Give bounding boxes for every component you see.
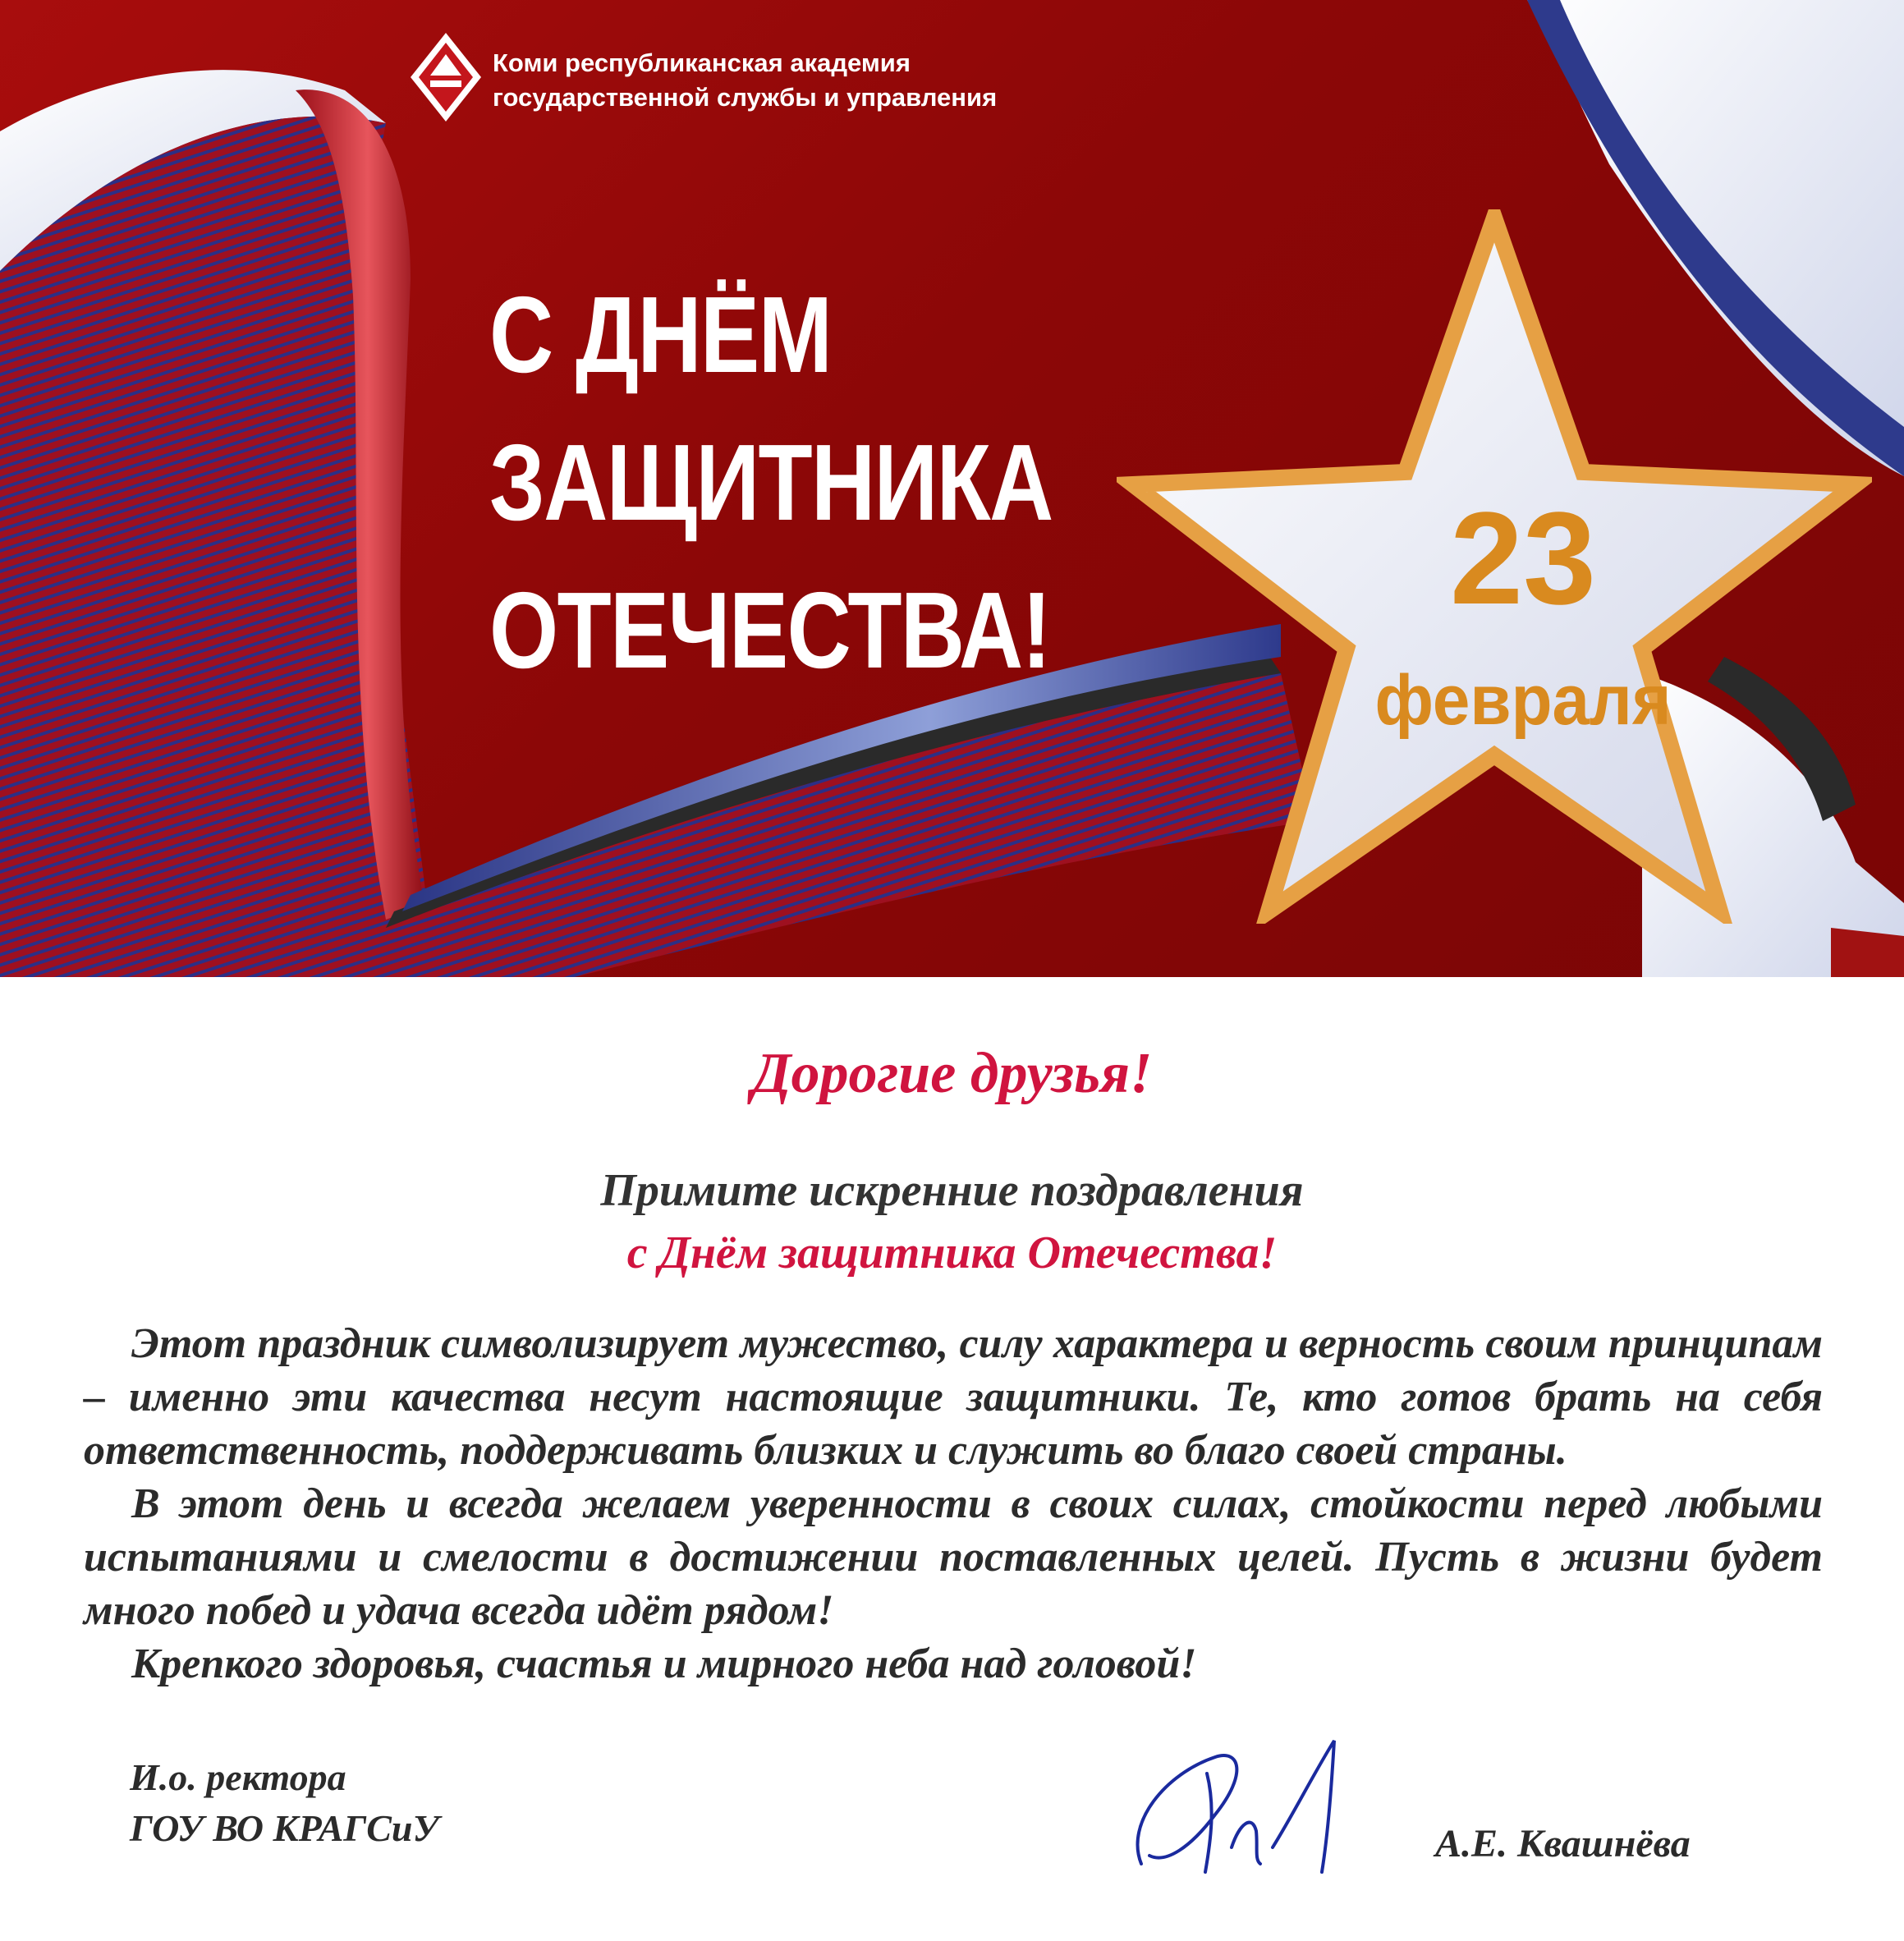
org-line-1: Коми республиканская академия <box>493 48 911 77</box>
paragraph-3: Крепкого здоровья, счастья и мирного неба над головой! <box>131 1640 1197 1687</box>
letter-body <box>84 1317 1823 1691</box>
paragraph-1: Этот праздник символизирует мужество, силу характера и верность своим принципам – именно эти качества несут настоящие защитники. Те, кто готов брать на себя ответственность, поддерживать близких и служить во благо своей страны. <box>84 1320 1823 1474</box>
headline <box>489 261 1053 704</box>
organization-name <box>493 46 997 115</box>
paragraph-2: В этот день и всегда желаем уверенности в своих силах, стойкости перед любыми испытаниями и смелости в достижении поставленных целей. Пусть в жизни будет много побед и удача всегда идёт рядом! <box>84 1480 1823 1634</box>
signatory-name: А.Е. Квашнёва <box>1435 1822 1691 1865</box>
congratulation-line-1: Примите искренние поздравления <box>600 1165 1304 1216</box>
congratulation-heading <box>0 1159 1904 1284</box>
greeting: Дорогие друзья! <box>751 1042 1153 1105</box>
position-line-1: И.о. ректора <box>130 1756 346 1798</box>
date-month: февраля <box>1374 661 1672 740</box>
handwritten-signature <box>1117 1724 1388 1880</box>
congratulation-line-2: с Днём защитника Отечества! <box>626 1227 1278 1278</box>
signatory-position <box>130 1752 438 1854</box>
headline-line-1: С ДНЁМ <box>489 274 832 395</box>
headline-line-3: ОТЕЧЕСТВА! <box>489 570 1050 691</box>
position-line-2: ГОУ ВО КРАГСиУ <box>130 1807 439 1849</box>
date-day: 23 <box>1450 484 1596 631</box>
org-line-2: государственной службы и управления <box>493 83 998 112</box>
headline-line-2: ЗАЩИТНИКА <box>489 422 1053 543</box>
academy-logo <box>409 31 483 123</box>
